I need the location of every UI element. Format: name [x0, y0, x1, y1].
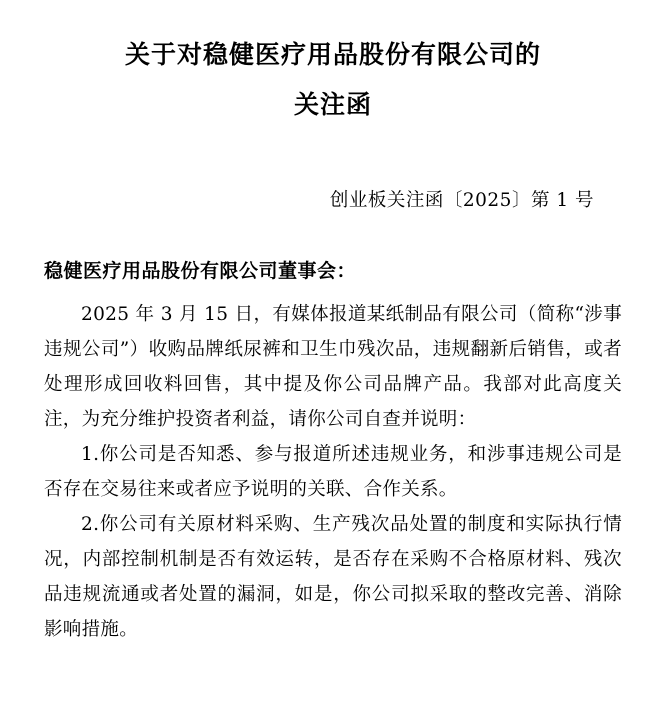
document-title	[44, 0, 622, 130]
document-number: 创业板关注函〔2025〕第 1 号	[329, 190, 594, 211]
title-line-1: 关于对稳健医疗用品股份有限公司的	[124, 40, 541, 69]
title-line-2: 关注函	[293, 90, 372, 119]
document-body	[44, 297, 622, 647]
addressee-line: 稳健医疗用品股份有限公司董事会：	[44, 260, 357, 282]
paragraph-1: 2025 年 3 月 15 日，有媒体报道某纸制品有限公司（简称“涉事违规公司”）收购品牌纸尿裤和卫生巾残次品，违规翻新后销售，或者处理形成回收料回售，其中提及你公司品牌产品。我部对此高度关注，为充分维护投资者利益，请你公司自查并说明：	[44, 304, 622, 430]
paragraph-2: 1.你公司是否知悉、参与报道所述违规业务，和涉事违规公司是否存在交易往来或者应予说明的关联、合作关系。	[44, 444, 622, 500]
paragraph-3: 2.你公司有关原材料采购、生产残次品处置的制度和实际执行情况，内部控制机制是否有效运转，是否存在采购不合格原材料、残次品违规流通或者处置的漏洞，如是，你公司拟采取的整改完善、消除影响措施。	[44, 514, 622, 640]
